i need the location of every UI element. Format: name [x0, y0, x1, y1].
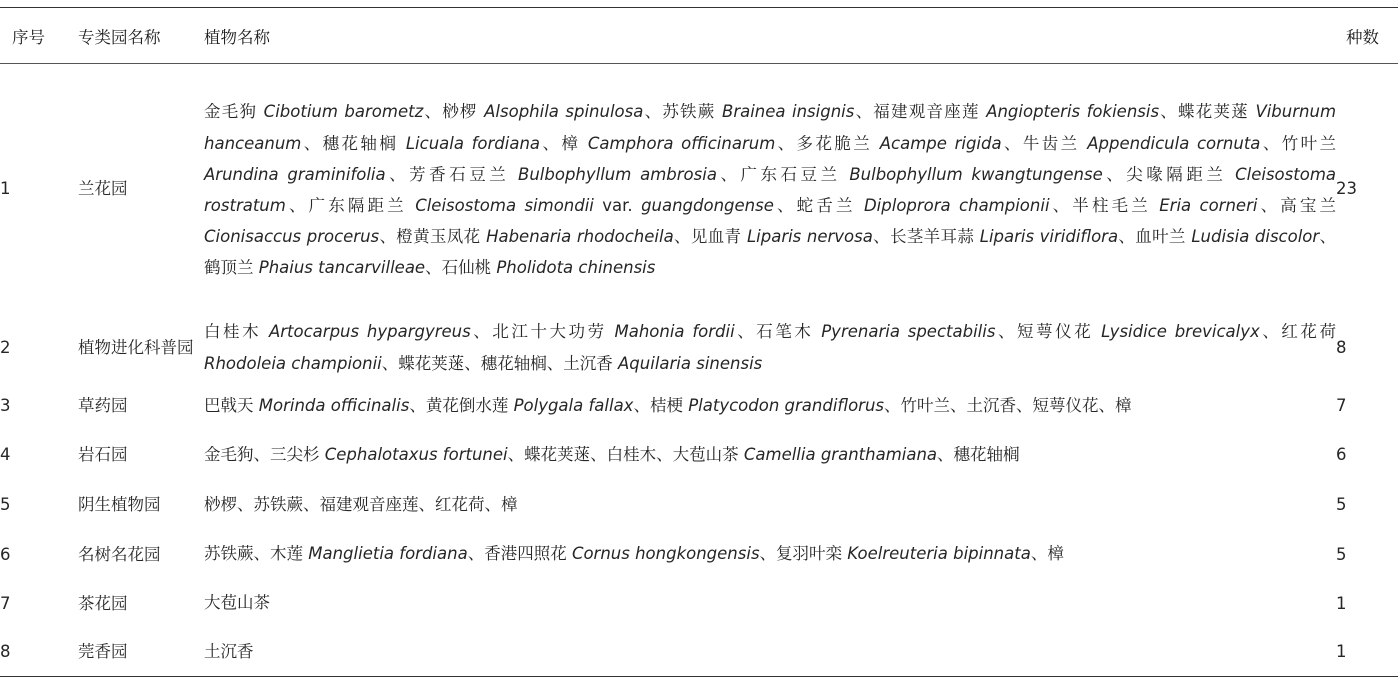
table-row	[0, 480, 1398, 530]
row-garden-name: 茶花园	[78, 593, 128, 613]
header-species-count: 种数	[1346, 27, 1379, 47]
scientific-name: Angiopteris fokiensis	[986, 102, 1160, 122]
scientific-name: Diploprora championii	[863, 195, 1050, 215]
plant-text: 、竹叶兰	[1260, 133, 1336, 153]
row-plant-names	[204, 382, 1336, 430]
scientific-name: Viburnum hanceanum	[204, 102, 1337, 153]
scientific-name: Habenaria rhodocheila	[486, 226, 674, 246]
scientific-name: Brainea insignis	[722, 102, 855, 122]
scientific-name: Licuala fordiana	[405, 133, 541, 153]
plant-text: 金毛狗、三尖杉	[204, 444, 325, 464]
plant-text: 、蝶花荚蒾、穗花轴榈、土沉香	[381, 353, 619, 373]
row-species-count: 23	[1336, 179, 1357, 199]
plant-text: 白桂木	[204, 322, 269, 342]
scientific-name: Koelreuteria bipinnata	[847, 544, 1031, 564]
scientific-name: guangdongense	[641, 195, 774, 215]
plant-text: 、蛇舌兰	[773, 195, 864, 215]
plant-text: 、石笔木	[734, 322, 822, 342]
plant-text: 、桔梗	[633, 395, 689, 415]
plant-text: 、复羽叶栾	[759, 544, 848, 564]
plant-text: 巴戟天	[204, 395, 259, 415]
scientific-name: Lysidice brevicalyx	[1101, 322, 1260, 342]
plant-text: 、苏铁蕨	[643, 102, 722, 122]
scientific-name: Cibotium barometz	[263, 102, 424, 122]
scientific-name: Bulbophyllum kwangtungense	[849, 164, 1103, 184]
scientific-name: Liparis viridiflora	[979, 226, 1119, 246]
scientific-name: Cephalotaxus fortunei	[324, 444, 508, 464]
row-serial-number: 1	[0, 179, 11, 199]
plant-text: 、樟	[1030, 544, 1064, 564]
plant-text: 苏铁蕨、木莲	[204, 544, 309, 564]
scientific-name: Cionisaccus procerus	[204, 226, 380, 246]
row-plant-names	[204, 430, 1336, 480]
row-garden-name: 阴生植物园	[78, 495, 161, 514]
scientific-name: Cleisostoma simondii	[415, 195, 594, 215]
scientific-name: Phaius tancarvilleae	[258, 257, 426, 277]
plant-text: 、穗花轴榈	[301, 133, 406, 153]
row-species-count: 1	[1336, 642, 1347, 662]
row-garden-name: 岩石园	[78, 445, 128, 464]
row-serial-number: 8	[0, 642, 11, 662]
table-row	[0, 430, 1398, 480]
row-species-count: 7	[1336, 396, 1347, 415]
scientific-name: Liparis nervosa	[746, 226, 873, 246]
scientific-name: Aquilaria sinensis	[618, 353, 763, 373]
row-serial-number: 3	[0, 396, 11, 415]
scientific-name: Cleisostoma rostratum	[204, 164, 1337, 215]
plant-text: 、橙黄玉凤花	[379, 226, 487, 246]
scientific-name: Rhodoleia championii	[204, 353, 382, 373]
row-serial-number: 7	[0, 593, 11, 613]
row-garden-name: 植物进化科普园	[78, 338, 194, 357]
row-plant-names	[204, 314, 1336, 382]
row-plant-names	[204, 530, 1336, 579]
plant-text: 金毛狗	[204, 102, 264, 122]
plant-text: 、香港四照花	[467, 544, 572, 564]
plant-text: 、长茎羊耳蒜	[872, 226, 980, 246]
table-row	[0, 628, 1398, 677]
plant-text: 、牛齿兰	[1001, 133, 1088, 153]
row-species-count: 5	[1336, 544, 1347, 564]
plant-text: 、尖喙隔距兰	[1102, 164, 1236, 184]
scientific-name: Platycodon grandiflorus	[688, 395, 884, 415]
scientific-name: Ludisia discolor	[1191, 226, 1320, 246]
scientific-name: Bulbophyllum ambrosia	[518, 164, 717, 184]
plant-text: 、芳香石豆兰	[385, 164, 519, 184]
table-row	[0, 314, 1398, 382]
plant-text: 、樟	[540, 133, 588, 153]
plant-text: 、福建观音座莲	[854, 102, 987, 122]
table-row	[0, 579, 1398, 628]
plant-text: 、多花脆兰	[775, 133, 880, 153]
row-plant-names	[204, 628, 1336, 677]
row-garden-name: 莞香园	[78, 642, 128, 662]
plant-text: var.	[593, 195, 642, 215]
plant-text: 、红花荷	[1259, 322, 1336, 342]
plant-text: 、广东石豆兰	[716, 164, 850, 184]
row-serial-number: 6	[0, 544, 11, 564]
header-garden-name: 专类园名称	[78, 27, 161, 47]
plant-text: 、北江十大功劳	[470, 322, 615, 342]
plant-text: 、血叶兰	[1118, 226, 1192, 246]
row-garden-name: 兰花园	[78, 179, 128, 199]
plant-text: 大苞山茶	[204, 593, 270, 613]
row-serial-number: 5	[0, 495, 11, 514]
scientific-name: Eria corneri	[1159, 195, 1258, 215]
plant-text: 、半柱毛兰	[1049, 195, 1160, 215]
plant-text: 、高宝兰	[1257, 195, 1336, 215]
garden-plants-table	[0, 7, 1398, 677]
plant-text: 、黄花倒水莲	[409, 395, 514, 415]
scientific-name: Artocarpus hypargyreus	[268, 322, 471, 342]
plant-text: 、穗花轴榈	[937, 444, 1020, 464]
row-serial-number: 2	[0, 338, 11, 357]
row-plant-names	[204, 64, 1336, 314]
table-row	[0, 64, 1398, 314]
scientific-name: Mahonia fordii	[614, 322, 735, 342]
scientific-name: Appendicula cornuta	[1087, 133, 1261, 153]
row-species-count: 1	[1336, 593, 1347, 613]
table-row	[0, 382, 1398, 430]
row-species-count: 6	[1336, 445, 1347, 464]
scientific-name: Polygala fallax	[513, 395, 634, 415]
plant-text: 、蝶花荚蒾	[1159, 102, 1256, 122]
row-species-count: 8	[1336, 338, 1347, 357]
scientific-name: Camphora officinarum	[587, 133, 776, 153]
plant-text: 、短萼仪花	[995, 322, 1102, 342]
scientific-name: Camellia granthamiana	[743, 444, 938, 464]
row-plant-names	[204, 579, 1336, 628]
table-body	[0, 64, 1398, 677]
row-species-count: 5	[1336, 495, 1347, 514]
plant-text: 、桫椤	[423, 102, 485, 122]
row-plant-names	[204, 480, 1336, 530]
row-serial-number: 4	[0, 445, 11, 464]
scientific-name: Acampe rigida	[879, 133, 1002, 153]
plant-text: 、石仙桃	[425, 257, 497, 277]
scientific-name: Arundina graminifolia	[204, 164, 386, 184]
scientific-name: Pyrenaria spectabilis	[821, 322, 996, 342]
plant-text: 、蝶花荚蒾、白桂木、大苞山茶	[507, 444, 744, 464]
scientific-name: Morinda officinalis	[258, 395, 410, 415]
scientific-name: Pholidota chinensis	[496, 257, 656, 277]
plant-text: 、见血青	[673, 226, 747, 246]
header-row	[0, 8, 1398, 64]
table-header	[0, 8, 1398, 64]
plant-text: 、广东隔距兰	[285, 195, 416, 215]
scientific-name: Alsophila spinulosa	[484, 102, 644, 122]
header-serial-number: 序号	[12, 27, 45, 47]
table-row	[0, 530, 1398, 579]
plant-text: 土沉香	[204, 642, 254, 662]
row-garden-name: 草药园	[78, 396, 128, 415]
row-garden-name: 名树名花园	[78, 544, 161, 564]
plant-text: 桫椤、苏铁蕨、福建观音座莲、红花荷、樟	[204, 494, 518, 514]
plant-text: 、鹤顶兰	[204, 226, 1337, 277]
plant-text: 、竹叶兰、土沉香、短萼仪花、樟	[884, 395, 1132, 415]
header-plant-names: 植物名称	[204, 27, 270, 47]
scientific-name: Manglietia fordiana	[308, 544, 468, 564]
scientific-name: Cornus hongkongensis	[571, 544, 760, 564]
